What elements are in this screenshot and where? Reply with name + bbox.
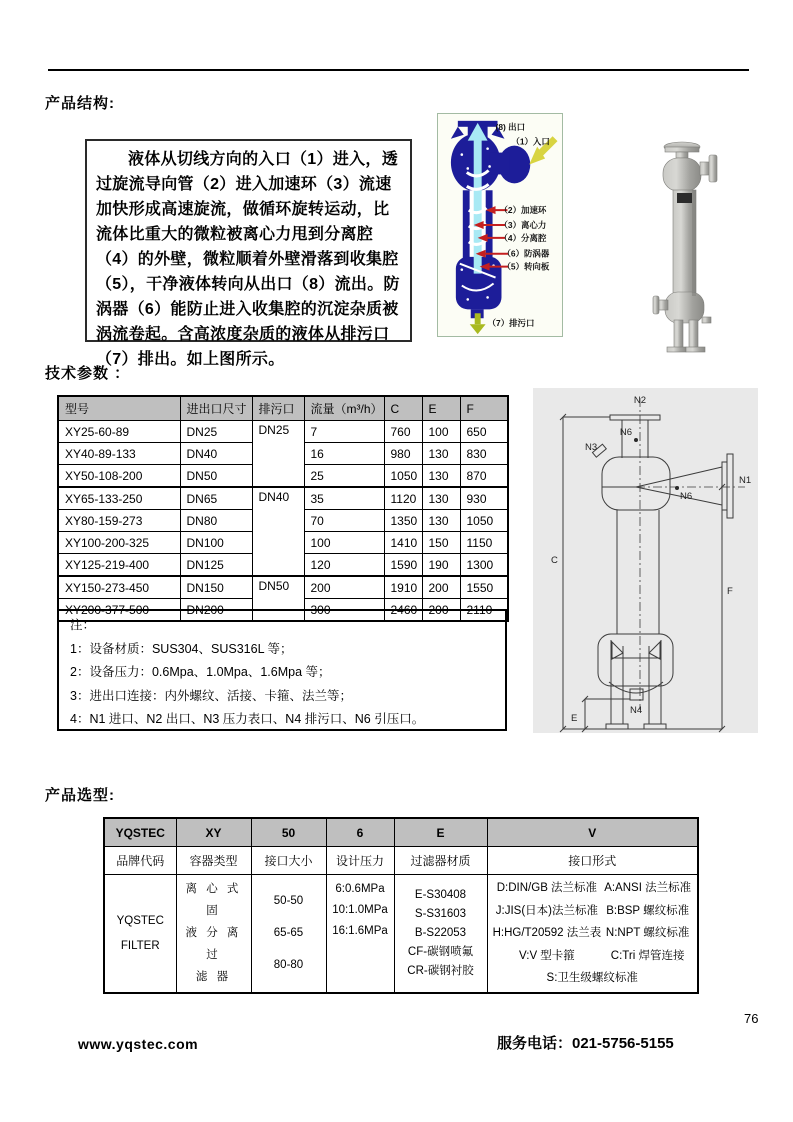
table-row: XY65-133-250 DN65 DN40 35 1120 130 930 [58, 487, 508, 510]
label-material: 过滤器材质 [394, 847, 487, 875]
table-row: XY80-159-273 DN80 70 1350 130 1050 [58, 510, 508, 532]
col-flow: 流量（m³/h） [304, 396, 384, 421]
product-photo-graphic [648, 120, 762, 368]
label-type: 容器类型 [176, 847, 251, 875]
col-port-size: 进出口尺寸 [180, 396, 252, 421]
diagram-label-drain: （7）排污口 [487, 318, 535, 329]
structure-diagram [437, 113, 563, 337]
tech-params-table [57, 395, 509, 622]
section-heading-params: 技术参数 ： [45, 365, 131, 382]
diagram-label-plate: （5）转向板 [502, 261, 550, 272]
code-type: XY [176, 818, 251, 847]
code-connection: V [487, 818, 698, 847]
table-row: XY25-60-89 DN25 DN25 7 760 100 650 [58, 421, 508, 443]
page-number: 76 [744, 1011, 759, 1026]
label-pressure: 设计压力 [326, 847, 394, 875]
dim-label-n1: N1 [739, 475, 752, 486]
section-heading-structure: 产品结构: [45, 95, 115, 112]
diagram-label-inlet: （1）入口 [511, 136, 550, 147]
code-material: E [394, 818, 487, 847]
dim-label-n3: N3 [585, 442, 598, 453]
diagram-label-force: （3）离心力 [499, 219, 547, 230]
note-line: 4：N1 进口、N2 出口、N3 压力表口、N4 排污口、N6 引压口。 [70, 712, 425, 726]
diagram-label-outlet: (8) 出口 [495, 121, 526, 132]
selection-body-row [104, 875, 698, 993]
code-size: 50 [251, 818, 326, 847]
product-photo [648, 120, 762, 368]
dim-label-n4: N4 [630, 705, 643, 716]
table-row: XY150-273-450 DN150 DN50 200 1910 200 1550 [58, 576, 508, 599]
code-pressure: 6 [326, 818, 394, 847]
section-heading-selection: 产品选型: [45, 787, 115, 804]
table-row: XY40-89-133 DN40 16 980 130 830 [58, 443, 508, 465]
dimension-drawing-graphic [533, 388, 758, 733]
col-f: F [460, 396, 508, 421]
tech-header-row [58, 396, 508, 421]
label-size: 接口大小 [251, 847, 326, 875]
drain-arrow-head [470, 324, 486, 334]
label-connection: 接口形式 [487, 847, 698, 875]
dim-label-n2: N2 [633, 395, 647, 406]
cell-connection: D:DIN/GB 法兰标准 A:ANSI 法兰标准 J:JIS(日本)法兰标准 B:BSP 螺纹标准 H:HG/T20592 法兰表 N:NPT 螺纹标准 V:V 型卡箍 C:Tri 焊管连接 S:卫生级螺纹标准 [487, 875, 698, 993]
cell-pressure: 6:0.6MPa 10:1.0MPa 16:1.6MPa [326, 875, 394, 993]
cell-vessel-type: 离 心 式 固 液 分 离 过 滤 器 [176, 875, 251, 993]
dimension-drawing [533, 388, 758, 733]
col-e: E [422, 396, 460, 421]
code-brand: YQSTEC [104, 818, 176, 847]
selection-table [103, 817, 699, 994]
nameplate [677, 193, 692, 203]
table-row: XY100-200-325 DN100 100 1410 150 1150 [58, 532, 508, 554]
note-line: 2：设备压力：0.6Mpa、1.0Mpa、1.6Mpa 等； [70, 665, 331, 679]
dim-label-n6-side: N6 [680, 491, 693, 502]
cell-material: E-S30408 S-S31603 B-S22053 CF-碳钢喷氟 CR-碳钢衬胶 [394, 875, 487, 993]
drain-arrow-icon [475, 313, 481, 324]
structure-diagram-graphic [438, 114, 562, 336]
dim-label-c: C [551, 555, 558, 566]
selection-label-row [104, 847, 698, 875]
cell-brand: YQSTEC FILTER [104, 875, 176, 993]
col-c: C [384, 396, 422, 421]
col-model: 型号 [58, 396, 180, 421]
notes-title: 注： [70, 618, 96, 632]
dim-label-e: E [571, 713, 578, 724]
diagram-label-vortex: （6）防涡器 [502, 248, 550, 259]
dim-label-n6-top: N6 [619, 427, 632, 438]
col-drain: 排污口 [252, 396, 304, 421]
table-row: XY200-377-500 DN200 300 2460 200 2110 [58, 599, 508, 622]
label-brand: 品牌代码 [104, 847, 176, 875]
product-description-text: 液体从切线方向的入口（1）进入，透过旋流导向管（2）进入加速环（3）流速加快形成高速旋流，做循环旋转运动，比流体比重大的微粒被离心力甩到分离腔（4）的外壁，微粒顺着外壁滑落到收集腔（5），干净液体转向从出口（8）流出。防涡器（6）能防止进入收集腔的沉淀杂质被涡流卷起。含高浓度杂质的液体从排污口（7）排出。如上图所示。 [96, 151, 400, 368]
selection-code-row [104, 818, 698, 847]
dim-label-f: F [727, 586, 733, 597]
table-row: XY50-108-200 DN50 25 1050 130 870 [58, 465, 508, 488]
cell-port-size: 50-50 65-65 80-80 [251, 875, 326, 993]
table-row: XY125-219-400 DN125 120 1590 190 1300 [58, 554, 508, 577]
notes-box [57, 609, 507, 731]
product-description-box [85, 139, 412, 368]
footer-service-phone: 服务电话：021-5756-5155 [497, 1035, 674, 1052]
note-line: 3：进出口连接：内外螺纹、活接、卡箍、法兰等； [70, 688, 352, 703]
note-line: 1：设备材质：SUS304、SUS316L 等； [70, 641, 293, 656]
footer-website: www.yqstec.com [78, 1036, 199, 1052]
diagram-label-chamber: （4）分离腔 [499, 232, 547, 243]
diagram-label-ring: （2）加速环 [499, 205, 547, 216]
header-rule [48, 69, 749, 71]
